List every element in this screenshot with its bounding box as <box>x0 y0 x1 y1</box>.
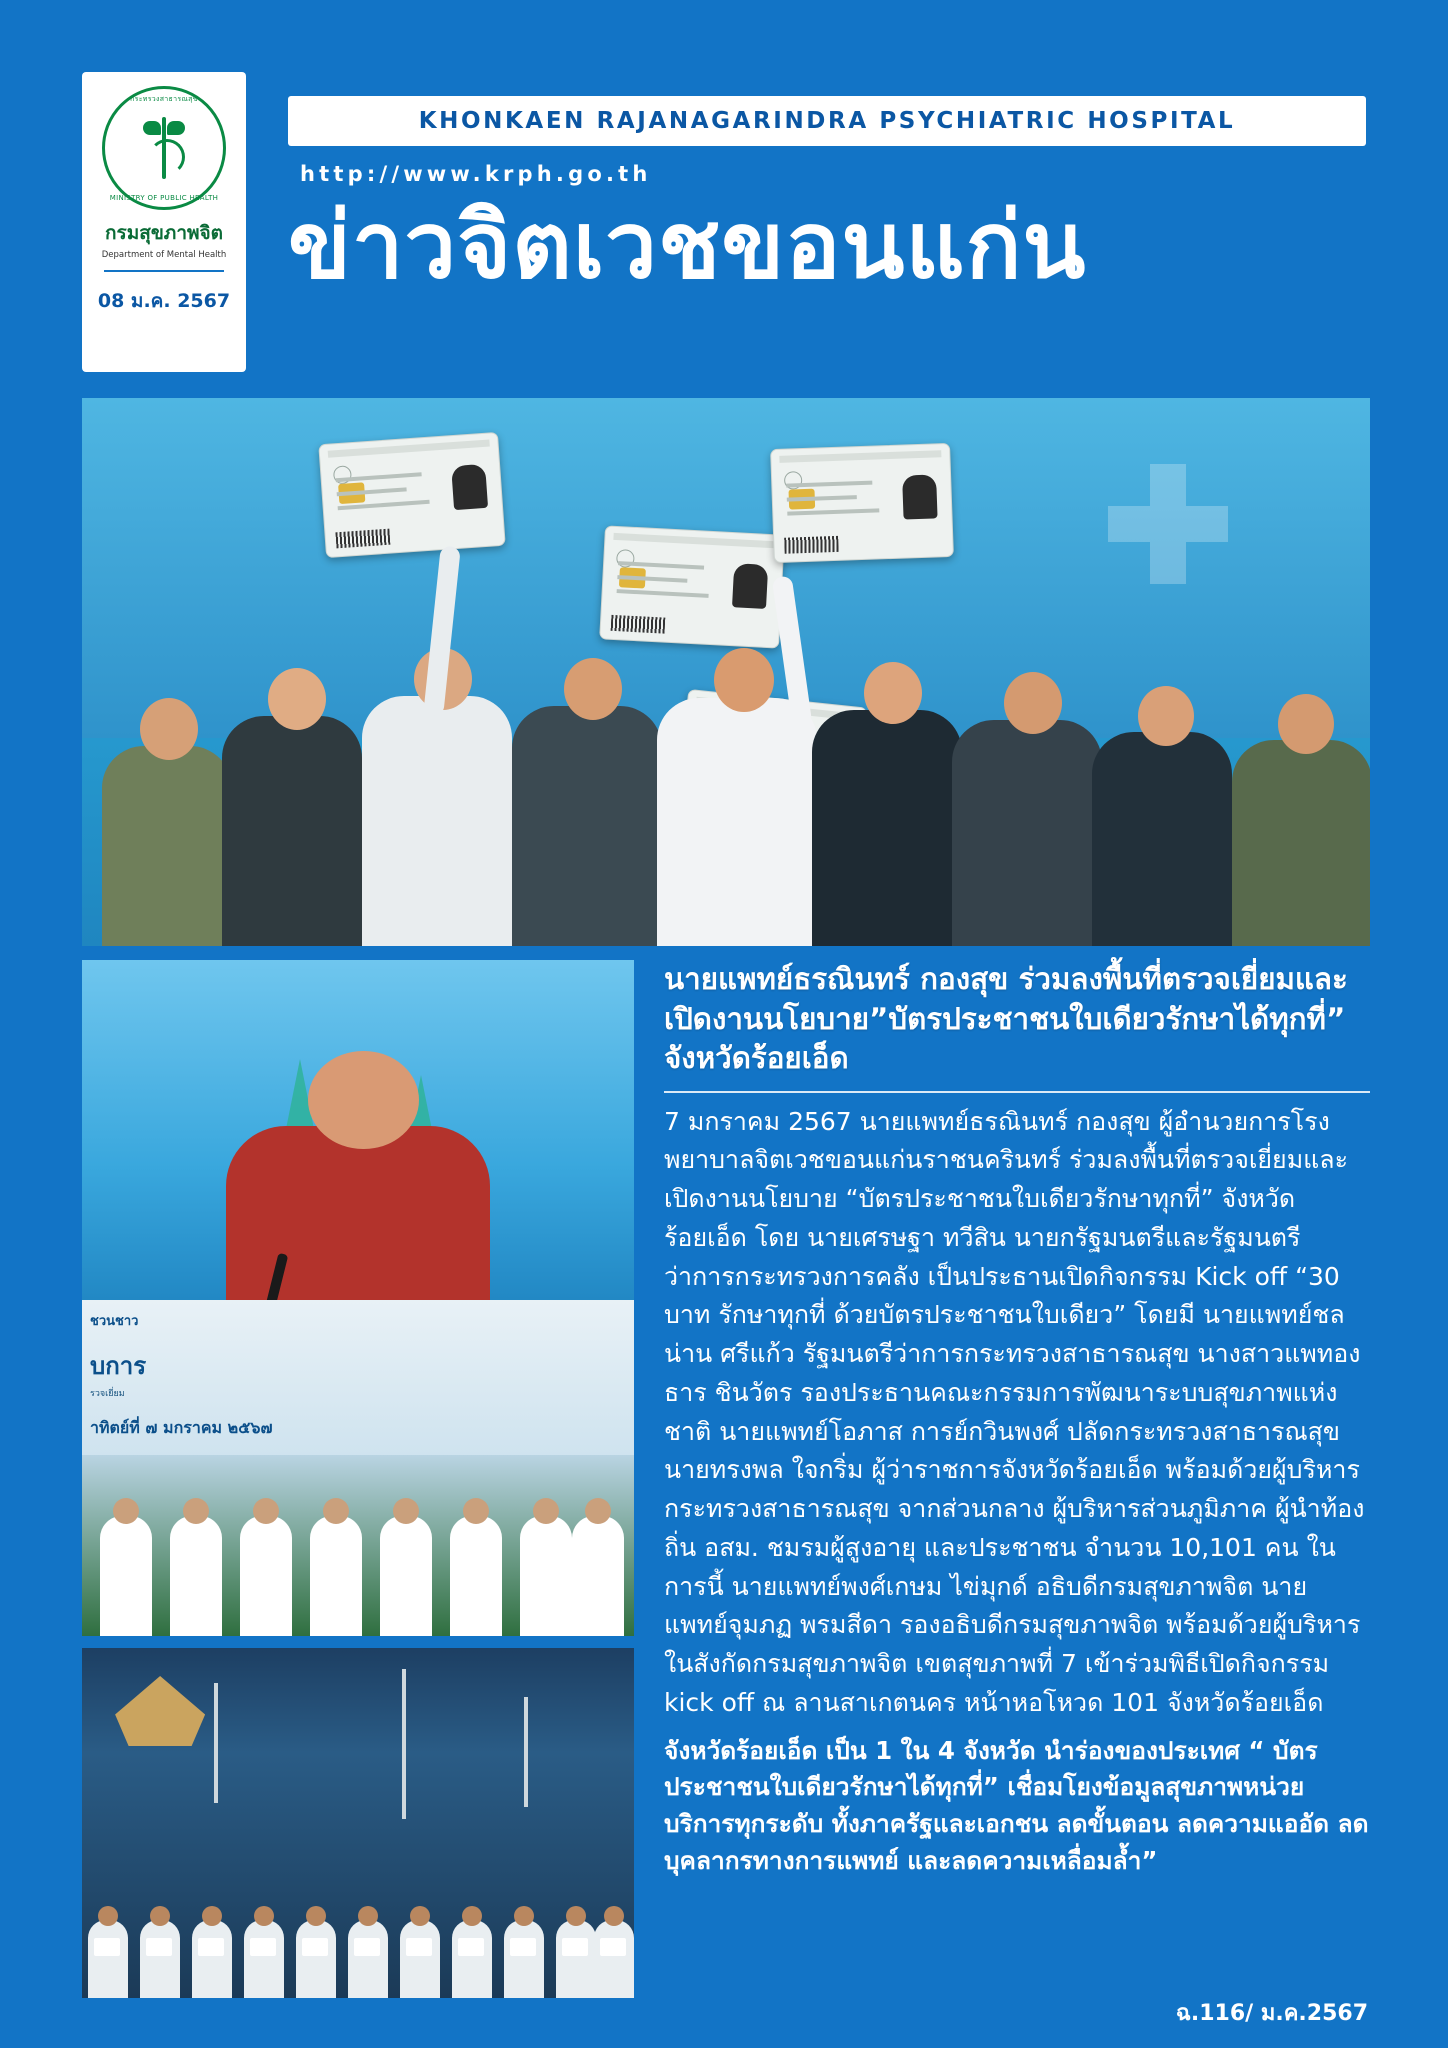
organization-name-bar <box>288 96 1366 146</box>
banner-line-3: รวจเยี่ยม <box>90 1389 125 1399</box>
issue-number: ฉ.116/ ม.ค.2567 <box>1175 2001 1368 2026</box>
organization-name: KHONKAEN RAJANAGARINDRA PSYCHIATRIC HOSPITAL <box>418 108 1236 134</box>
banner-line-1: ชวนชาว <box>90 1314 139 1329</box>
website-url[interactable]: http://www.krph.go.th <box>300 162 652 186</box>
photo-speaker <box>82 960 634 1338</box>
issue-date: 08 ม.ค. 2567 <box>97 290 231 312</box>
banner-line-4: าทิตย์ที่ ๗ มกราคม ๒๕๖๗ <box>90 1418 273 1437</box>
health-cross-icon <box>1108 464 1228 584</box>
emblem-ring-bottom-text: MINISTRY OF PUBLIC HEALTH <box>109 194 219 202</box>
emblem-ring-top-text: กระทรวงสาธารณสุข <box>130 95 198 103</box>
id-card-graphic <box>770 443 954 563</box>
photo-group <box>82 1300 634 1636</box>
article-closing: จังหวัดร้อยเอ็ด เป็น 1 ใน 4 จังหวัด นำร่องของประเทศ “ บัตรประชาชนใบเดียวรักษาได้ทุกที่” เชื่อมโยงข้อมูลสุขภาพหน่วยบริการทุกระดับ ทั้งภาครัฐและเอกชน ลดขั้นตอน ลดความแออัด ลดบุคลากรทางการแพทย์ และลดความเหลื่อมล้ำ” <box>664 1735 1369 1875</box>
id-card-graphic <box>318 432 506 558</box>
photo-top-idcards <box>82 398 1370 946</box>
ministry-emblem-icon <box>102 86 226 210</box>
caduceus-icon <box>143 117 185 179</box>
department-name-th: กรมสุขภาพจิต <box>104 222 223 244</box>
ministry-logo-box <box>82 72 246 372</box>
event-banner <box>82 1300 634 1455</box>
id-card-graphic <box>599 525 785 648</box>
article-column <box>664 960 1370 1880</box>
headline-rule <box>664 1091 1370 1093</box>
department-name-en: Department of Mental Health <box>101 250 227 260</box>
article-headline: นายแพทย์ธรณินทร์ กองสุข ร่วมลงพื้นที่ตรวจเยี่ยมและเปิดงานนโยบาย”บัตรประชาชนใบเดียวรักษาได้ทุกที่” จังหวัดร้อยเอ็ด <box>664 962 1348 1076</box>
logo-divider <box>104 270 224 272</box>
banner-line-2: บการ <box>90 1352 147 1380</box>
photo-crowd <box>82 1648 634 1998</box>
article-body: 7 มกราคม 2567 นายแพทย์ธรณินทร์ กองสุข ผู้อำนวยการโรงพยาบาลจิตเวชขอนแก่นราชนครินทร์ ร่วมลงพื้นที่ตรวจเยี่ยมและเปิดงานนโยบาย “บัตรประชาชนใบเดียวรักษาทุกที่” จังหวัดร้อยเอ็ด โดย นายเศรษฐา ทวีสิน นายกรัฐมนตรีและรัฐมนตรีว่าการกระทรวงการคลัง เป็นประธานเปิดกิจกรรม Kick off “30 บาท รักษาทุกที่ ด้วยบัตรประชาชนใบเดียว” โดยมี นายแพทย์ชลน่าน ศรีแก้ว รัฐมนตรีว่าการกระทรวงสาธารณสุข นางสาวแพทองธาร ชินวัตร รองประธานคณะกรรมการพัฒนาระบบสุขภาพแห่งชาติ นายแพทย์โอภาส การย์กวินพงศ์ ปลัดกระทรวงสาธารณสุข นายทรงพล ใจกริ่ม ผู้ว่าราชการจังหวัดร้อยเอ็ด พร้อมด้วยผู้บริหารกระทรวงสาธารณสุข จากส่วนกลาง ผู้บริหารส่วนภูมิภาค ผู้นำท้องถิ่น อสม. ชมรมผู้สูงอายุ และประชาชน จำนวน 10,101 คน ในการนี้ นายแพทย์พงศ์เกษม ไข่มุกด์ อธิบดีกรมสุขภาพจิต นายแพทย์จุมภฏ พรมสีดา รองอธิบดีกรมสุขภาพจิต พร้อมด้วยผู้บริหารในสังกัดกรมสุขภาพจิต เขตสุขภาพที่ 7 เข้าร่วมพิธีเปิดกิจกรรม kick off ณ ลานสาเกตนคร หน้าหอโหวด 101 จังหวัดร้อยเอ็ด <box>664 1106 1365 1717</box>
page-title: ข่าวจิตเวชขอนแก่น <box>288 192 1087 299</box>
page-header <box>0 0 1448 380</box>
